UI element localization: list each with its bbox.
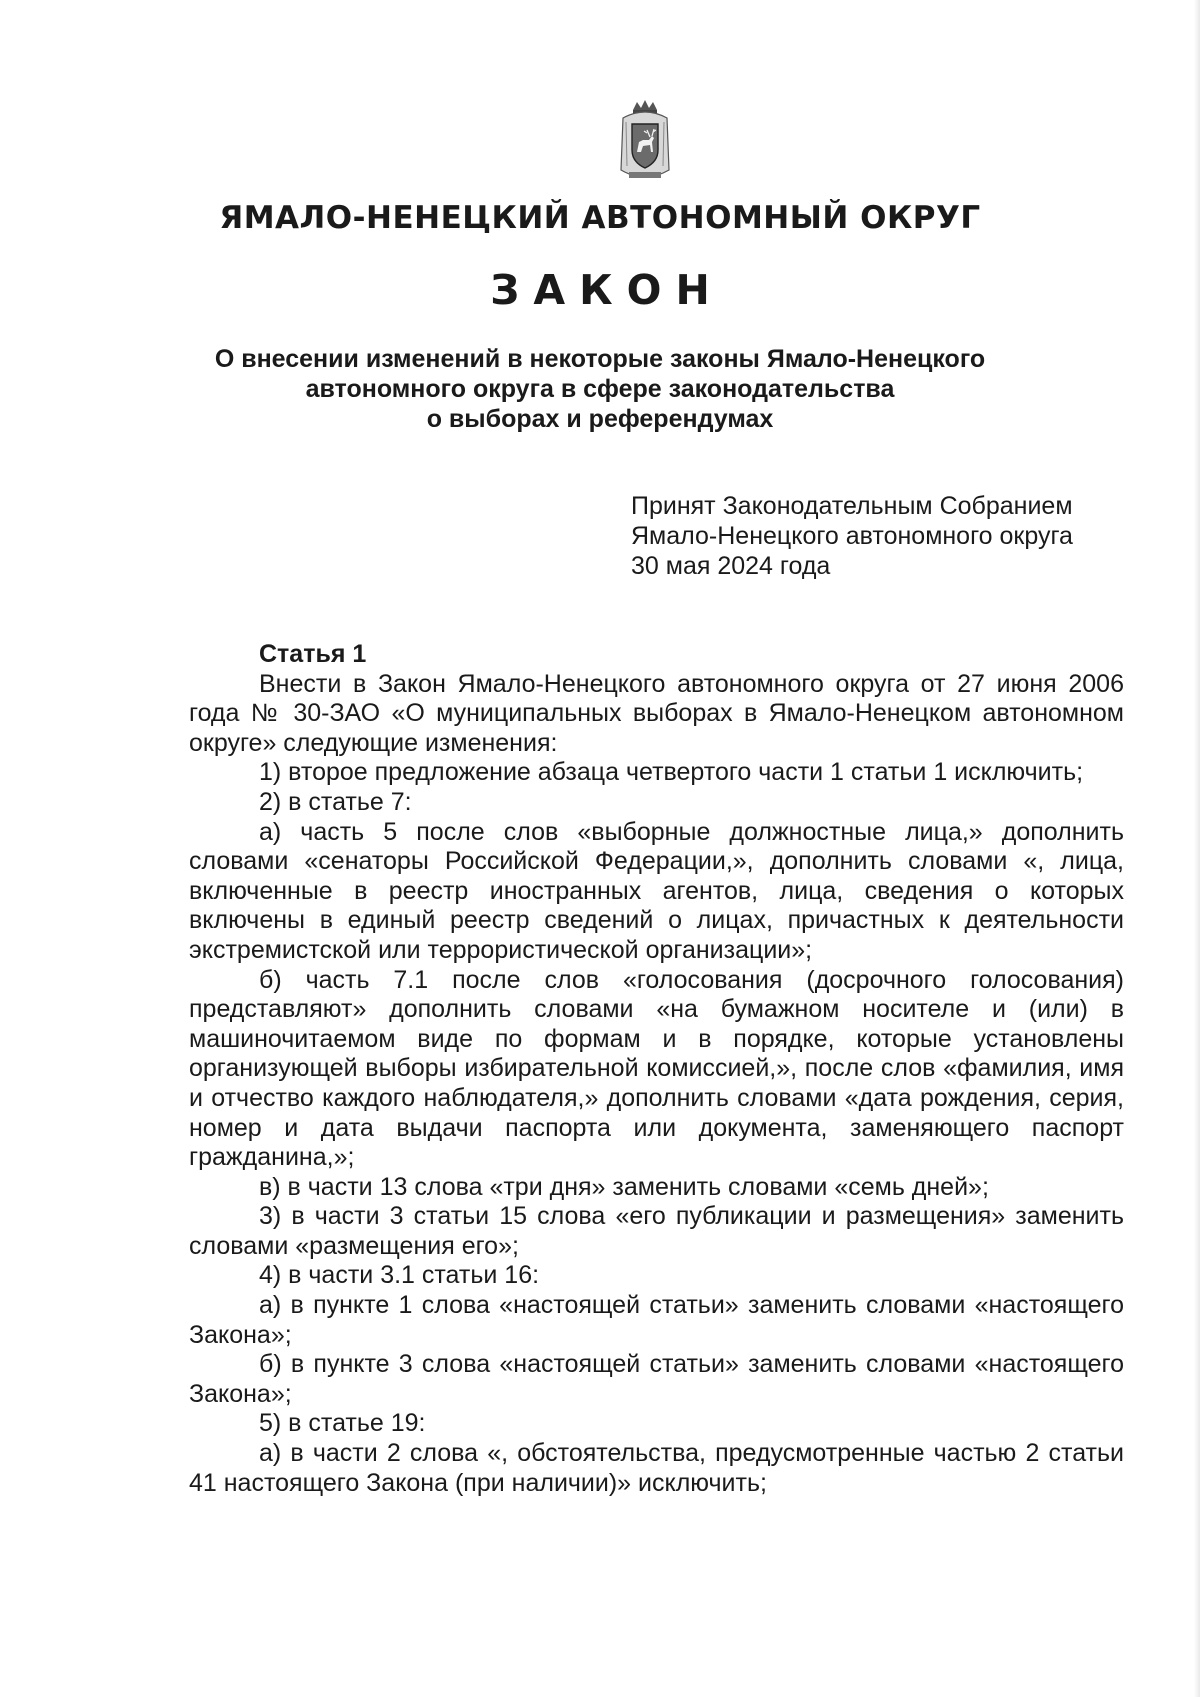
adoption-date: 30 мая 2024 года <box>631 552 831 580</box>
adoption-line: Принят Законодательным Собранием <box>631 492 1073 520</box>
adoption-line: Ямало-Ненецкого автономного округа <box>631 522 1073 550</box>
article-paragraph: а) в части 2 слова «, обстоятельства, предусмотренные частью 2 статьи 41 настоящего Закона (при наличии)» исключить; <box>189 1439 1124 1497</box>
article-paragraph: в) в части 13 слова «три дня» заменить словами «семь дней»; <box>259 1172 989 1201</box>
article-paragraph: б) в пункте 3 слова «настоящей статьи» заменить словами «настоящего Закона»; <box>189 1350 1124 1408</box>
coat-of-arms-icon <box>619 100 671 184</box>
law-subject <box>180 344 1020 434</box>
adoption-note <box>631 491 1073 581</box>
article-paragraph: Внести в Закон Ямало-Ненецкого автономного округа от 27 июня 2006 года № 30-ЗАО «О муниципальных выборах в Ямало-Ненецком автономном округе» следующие изменения: <box>189 669 1124 757</box>
region-title: ЯМАЛО-НЕНЕЦКИЙ АВТОНОМНЫЙ ОКРУГ <box>219 200 981 236</box>
article-heading: Статья 1 <box>259 640 367 668</box>
subject-line: О внесении изменений в некоторые законы Ямало-Ненецкого <box>214 345 986 373</box>
page-edge-shadow <box>1194 0 1200 1697</box>
article-paragraph: 3) в части 3 статьи 15 слова «его публикации и размещения» заменить словами «размещения его»; <box>189 1202 1124 1260</box>
article-paragraph: а) часть 5 после слов «выборные должностные лица,» дополнить словами «сенаторы Российской Федерации,», дополнить словами «, лица, включенные в реестр иностранных агентов, лица, сведения о которых включены в единый реестр сведений о лицах, причастных к деятельности экстремистской или террористической организации»; <box>189 817 1124 964</box>
article-paragraph: б) часть 7.1 после слов «голосования (досрочного голосования) представляют» дополнить словами «на бумажном носителе и (или) в машиночитаемом виде по формам и в порядке, которые установлены организующей выборы избирательной комиссией,», после слов «фамилия, имя и отчество каждого наблюдателя,» дополнить словами «дата рождения, серия, номер и дата выдачи паспорта или документа, заменяющего паспорт гражданина,»; <box>189 965 1124 1172</box>
article-paragraph: 1) второе предложение абзаца четвертого части 1 статьи 1 исключить; <box>259 758 1084 787</box>
article-paragraph: а) в пункте 1 слова «настоящей статьи» заменить словами «настоящего Закона»; <box>189 1291 1124 1349</box>
subject-line: автономного округа в сфере законодательства <box>305 375 895 403</box>
article-paragraph: 2) в статье 7: <box>259 787 412 816</box>
subject-line: о выборах и референдумах <box>426 405 774 433</box>
article-paragraph: 5) в статье 19: <box>259 1409 426 1438</box>
article-body <box>189 640 1124 1498</box>
document-type-title: ЗАКОН <box>490 266 724 314</box>
article-paragraph: 4) в части 3.1 статьи 16: <box>259 1261 540 1290</box>
